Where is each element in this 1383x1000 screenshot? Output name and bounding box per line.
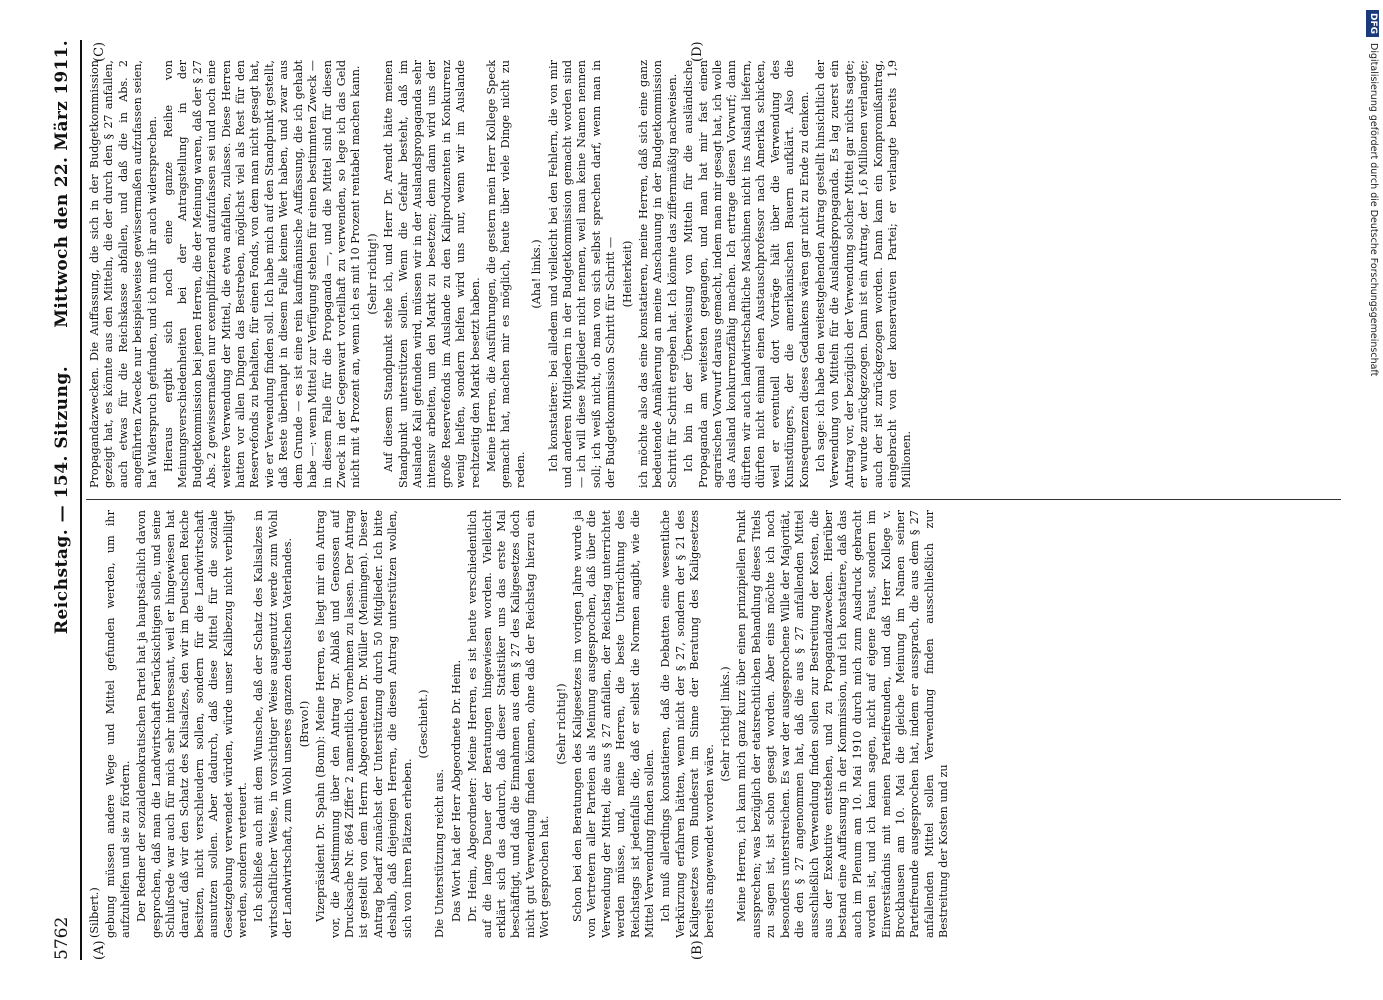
margin-mark-c: (C)	[92, 41, 107, 62]
paragraph: Schon bei den Beratungen des Kaligesetzes im vorigen Jahre wurde ja von Vertretern aller Parteien als Meinung ausgesprochen, daß über die Verwendung der Mittel, die aus § 27 anfallen, der Reichstag unterrichtet werden müsse, und, meine Herren, die beste Unterrichtung des Reichstags ist jedenfalls die, daß er selbst die Normen angibt, wie die Mittel Verwendung finden sollen.	[571, 510, 657, 938]
paragraph: Meine Herren, die Ausführungen, die gestern mein Herr Kollege Speck gemacht hat, machen mir es möglich, heute über viele Dinge nicht zu reden.	[484, 60, 527, 488]
interjection: (Sehr richtig!)	[554, 683, 568, 765]
paragraph: Auf diesem Standpunkt stehe ich, und Herr Dr. Arendt hätte meinen Standpunkt unterstützen sollen. Wenn die Gefahr besteht, daß im Auslande Kali gefunden wird, müssen wir in der Auslandspropaganda sehr intensiv arbeiten, um den Markt zu besetzen; denn dann wird uns der große Reservefonds im Auslande zu den Kaliproduzenten in Konkurrenz wenig helfen, sondern helfen wird uns nur, wenn wir im Auslande rechtzeitig den Markt besetzt haben.	[382, 60, 482, 488]
paragraph: Die Unterstützung reicht aus.	[433, 768, 447, 938]
paragraph: Ich muß allerdings konstatieren, daß die Debatten eine wesentliche Verkürzung erfahren hätten, wenn nicht der § 27, sondern der § 21 des Kaligesetzes vom Bundesrat im Sinne der Beratung des Kaligesetzes bereits angewendet worden wäre.	[659, 510, 716, 938]
paragraph: Ich bin in der Überweisung von Mitteln für die ausländische Propaganda am weitesten gegangen, und man hat mir fast einen agrarischen Vorwurf daraus gemacht, indem man mir gesagt hat, ich wolle das Ausland konkurrenzfähig machen. Ich ertrage diesen Vorwurf; dann dürften wir auch landwirtschaftliche Maschinen nicht ins Ausland liefern, dürften nicht einmal einen Austauschprofessor nach Amerika schicken, weil er eventuell dort Vorträge hält über die Verwendung des Kunstdüngers, der die amerikanischen Bauern aufklärt. Also die Konsequenzen dieses Gedankens wären gar nicht zu Ende zu denken.	[682, 60, 811, 488]
paragraph: Propagandazwecken. Die Auffassung, die sich in der Budgetkommission gezeigt hat, es könnte aus den Mitteln, die der durch den § 27 anfallen, auch etwas für die Reichskasse abfallen, und daß die in Abs. 2 angeführten Zwecke nur beispielsweise gewissermaßen aufzufassen seien, hat Widerspruch gefunden, und ich muß ihr auch widersprechen.	[88, 60, 159, 488]
paragraph: Ich schließe auch mit dem Wunsche, daß der Schatz des Kalisalzes in wirtschaftlicher Weise, in vorsichtiger Weise ausgenutzt werde zum Wohl der Landwirtschaft, zum Wohl unseres ganzen deutschen Vaterlandes.	[252, 510, 295, 938]
margin-mark-a: (A)	[92, 940, 107, 960]
left-text-column	[88, 510, 1343, 938]
page-title: Reichstag. — 154. Sitzung.	[52, 365, 72, 635]
margin-mark-d: (D)	[690, 41, 705, 62]
credit-text: Digitalisierung gefördert durch die Deutsche Forschungsgemeinschaft	[1368, 43, 1379, 377]
digitization-credit	[1365, 10, 1381, 1000]
speaker-tag: (Silbert.)	[88, 887, 101, 938]
paragraph: Ich konstatiere: bei alledem und vielleicht bei den Fehlern, die von mir und anderen Mitgliedern in der Budgetkommission gemacht worden sind — ich will diese Mitglieder nicht nennen, weil man keine Namen nennen soll; ich weiß nicht, ob man von sich selbst sprechen darf, wenn man in der Budgetkommission Schritt für Schritt —	[546, 60, 618, 488]
page-header	[48, 40, 78, 960]
interjection: (Sehr richtig! links.)	[719, 666, 733, 782]
page-date: Mittwoch den 22. März 1911.	[52, 40, 72, 328]
column-divider	[86, 499, 1341, 500]
paragraph: Ich sage: ich habe den weitestgehenden Antrag gestellt hinsichtlich der Verwendung von Mitteln für die Auslandspropaganda. Es lag zuerst ein Antrag vor, der bezüglich der Verwendung solcher Mittel gar nichts sagte; er wurde zurückgezogen. Dann ist ein Antrag, der 1,6 Millionen verlangte; auch der ist zurückgezogen worden. Dann kam ein Kompromißantrag, eingebracht von der konservativen Partei; er verlangte bereits 1,9 Millionen.	[813, 60, 914, 488]
paragraph: Der Redner der sozialdemokratischen Partei hat ja hauptsächlich davon gesprochen, daß man die Landwirtschaft berücksichtigen solle, und seine Schlußrede war auch für mich sehr interessant, weil er hingewiesen hat darauf, daß wir den Schatz des Kalisalzes, den wir im Deutschen Reiche besitzen, nicht verschleudern sollen, sondern für die Landwirtschaft ausnutzen sollen. Aber dadurch, daß diese Mittel für die soziale Gesetzgebung verwendet würden, würde unser Kalibezug nicht verbilligt werden, sondern verteuert.	[135, 510, 250, 938]
paragraph: gebung müssen andere Wege und Mittel gefunden werden, um ihr aufzuhelfen und sie zu fördern.	[104, 510, 132, 938]
paragraph: ich möchte also das eine konstatieren, meine Herren, daß sich eine ganz bedeutende Annäherung an meine Anschauung in der Budgetkommission Schritt für Schritt ergeben hat. Ich könnte das ziffernmäßig nachweisen.	[637, 60, 679, 488]
paragraph: Dr. Heim, Abgeordneter: Meine Herren, es ist heute verschiedentlich auf die lange Dauer der Beratungen hingewiesen worden. Vielleicht erklärt sich das dadurch, daß dieser Statistiker uns das erste Mal beschäftigt, und daß die Einnahmen aus dem § 27 des Kaligesetzes doch nicht gut Verwendung finden können, ohne daß der Reichstag hierzu ein Wort gesprochen hat.	[466, 510, 552, 938]
paragraph: Meine Herren, ich kann mich ganz kurz über einen prinzipiellen Punkt aussprechen; was bezüglich der etatsrechtlichen Behandlung dieses Titels zu sagen ist, ist schon gesagt worden. Aber eins möchte ich noch besonders unterstreichen. Es war der ausgesprochene Wille der Majorität, die den § 27 angenommen hat, daß die aus § 27 anfallenden Mittel ausschließlich Verwendung finden sollen zur Bestreitung der Kosten, die aus der Exekutive entstehen, und zu Propagandazwecken. Hierüber bestand eine Auffassung in der Kommission, und ich konstatiere, daß das auch im Plenum am 10. Mai 1910 durch mich zum Ausdruck gebracht worden ist, und ich kann sagen, nicht auf eigene Faust, sondern im Einverständnis mit meinen Parteifreunden, und daß Herr Kollege v. Brockhausen am 10. Mai die gleiche Meinung im Namen seiner Parteifreunde ausgesprochen hat, indem er aussprach, die aus dem § 27 anfallenden Mittel sollen Verwendung finden ausschließlich zur Bestreitung der Kosten und zu	[735, 510, 951, 938]
interjection: (Geschieht.)	[416, 689, 430, 759]
right-text-column	[88, 60, 1343, 488]
header-rule	[80, 40, 82, 960]
interjection: (Sehr richtig!)	[365, 233, 379, 315]
dfg-logo: DFG	[1366, 10, 1379, 37]
page-number: 5762	[52, 916, 72, 960]
interjection: (Aha! links.)	[530, 239, 544, 309]
paragraph: Vizepräsident Dr. Spahn (Bonn): Meine Herren, es liegt mir ein Antrag vor, die Abstimmung über den Antrag Dr. Ablaß und Genossen auf Drucksache Nr. 864 Ziffer 2 namentlich vornehmen zu lassen. Der Antrag ist gestellt von dem Herrn Abgeordneten Dr. Müller (Meiningen). Dieser Antrag bedarf zunächst der Unterstützung durch 50 Mitglieder. Ich bitte deshalb, daß diejenigen Herren, die diesen Antrag unterstützen wollen, sich von ihren Plätzen erheben.	[314, 510, 414, 938]
interjection: (Heiterkeit)	[620, 240, 634, 308]
margin-mark-b: (B)	[690, 940, 705, 960]
paragraph: Das Wort hat der Herr Abgeordnete Dr. Heim.	[449, 659, 463, 922]
paragraph: Hieraus ergibt sich noch eine ganze Reihe von Meinungsverschiedenheiten bei der Antragstellung in der Budgetkommission bei jenen Herren, die der Meinung waren, daß der § 27 Abs. 2 gewissermaßen nur exemplifizierend aufzufassen sei und noch eine weitere Verwendung der Mittel, die etwa anfallen, zulasse. Diese Herren hatten vor allen Dingen das Bestreben, möglichst viel als Rest für den Reservefonds zu behalten, für einen Fonds, von dem man nicht gesagt hat, wie er Verwendung finden soll. Ich habe mich auf den Standpunkt gestellt, daß Reste überhaupt in diesem Falle keinen Wert haben, und zwar aus dem Grunde — es ist eine rein kaufmännische Auffassung, die ich gehabt habe —: wenn Mittel zur Verfügung stehen für einen bestimmten Zweck — in diesem Falle für die Propaganda —, und die Mittel sind für diesen Zweck in der Gegenwart vorteilhaft zu verwenden, so lege ich das Geld nicht mit 4 Prozent an, wenn ich es mit 10 Prozent rentabel machen kann.	[162, 60, 363, 488]
interjection: (Bravo!)	[297, 700, 311, 748]
